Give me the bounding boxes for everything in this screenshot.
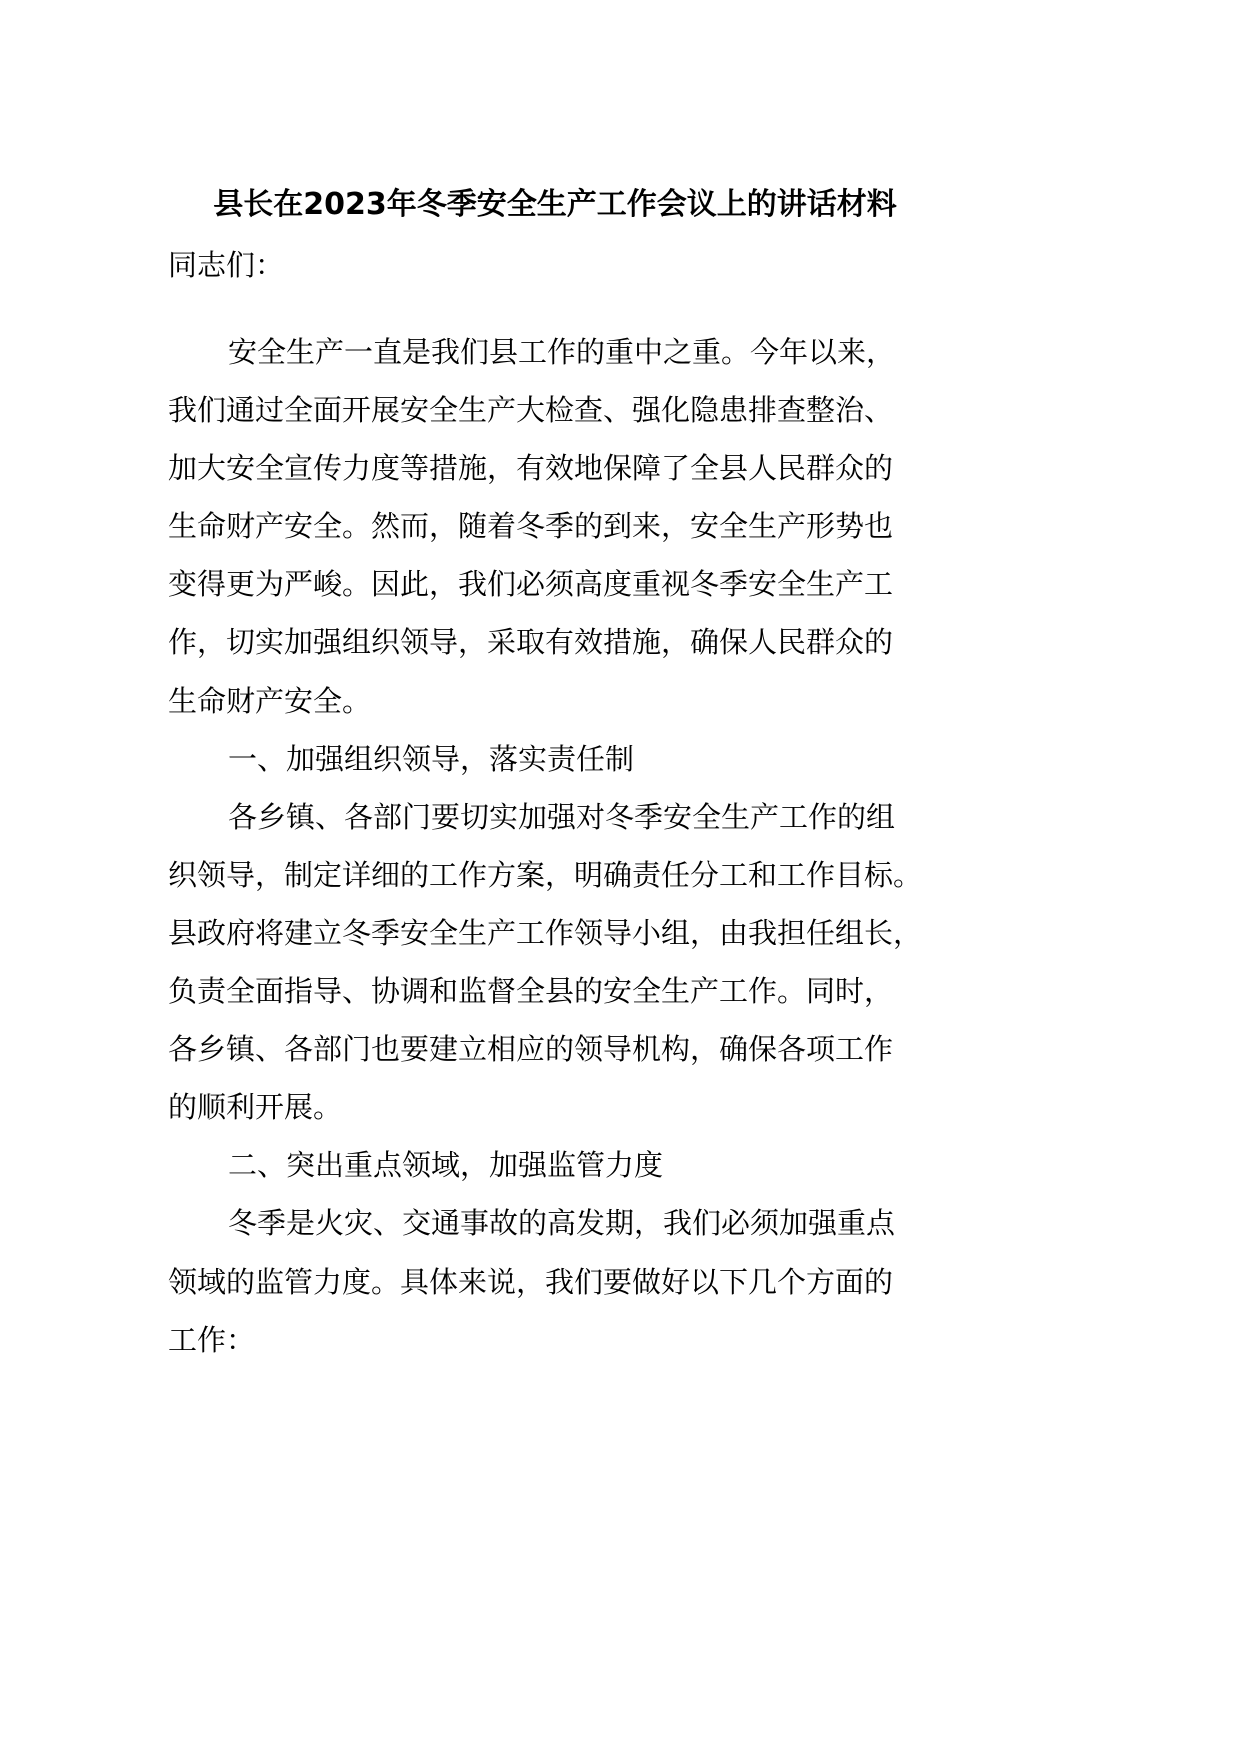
document-body bbox=[168, 323, 968, 1369]
text-line: 领域的监管力度。具体来说，我们要做好以下几个方面的 bbox=[168, 1264, 894, 1299]
text-line: 工作： bbox=[168, 1322, 256, 1357]
text-line: 织领导，制定详细的工作方案，明确责任分工和工作目标。 bbox=[168, 857, 923, 892]
text-line: 二、突出重点领域，加强监管力度 bbox=[228, 1148, 664, 1183]
text-line: 加大安全宣传力度等措施，有效地保障了全县人民群众的 bbox=[168, 451, 894, 486]
text-line: 作，切实加强组织领导，采取有效措施，确保人民群众的 bbox=[168, 625, 894, 660]
salutation: 同志们： bbox=[168, 248, 285, 282]
text-line: 县政府将建立冬季安全生产工作领导小组，由我担任组长， bbox=[168, 915, 923, 950]
text-line: 冬季是火灾、交通事故的高发期，我们必须加强重点 bbox=[228, 1206, 896, 1241]
text-line: 的顺利开展。 bbox=[168, 1090, 343, 1125]
text-line: 各乡镇、各部门要切实加强对冬季安全生产工作的组 bbox=[228, 799, 896, 834]
text-line: 安全生产一直是我们县工作的重中之重。今年以来， bbox=[228, 335, 896, 369]
document-title: 县长在2023年冬季安全生产工作会议上的讲话材料 bbox=[213, 187, 897, 222]
text-line: 生命财产安全。 bbox=[168, 683, 372, 718]
text-line: 各乡镇、各部门也要建立相应的领导机构，确保各项工作 bbox=[168, 1032, 894, 1067]
text-line: 变得更为严峻。因此，我们必须高度重视冬季安全生产工 bbox=[168, 567, 894, 602]
text-line: 一、加强组织领导，落实责任制 bbox=[228, 741, 635, 776]
text-line: 负责全面指导、协调和监督全县的安全生产工作。同时， bbox=[168, 974, 894, 1009]
text-line: 生命财产安全。然而，随着冬季的到来，安全生产形势也 bbox=[168, 509, 894, 544]
text-line: 我们通过全面开展安全生产大检查、强化隐患排查整治、 bbox=[168, 393, 894, 428]
